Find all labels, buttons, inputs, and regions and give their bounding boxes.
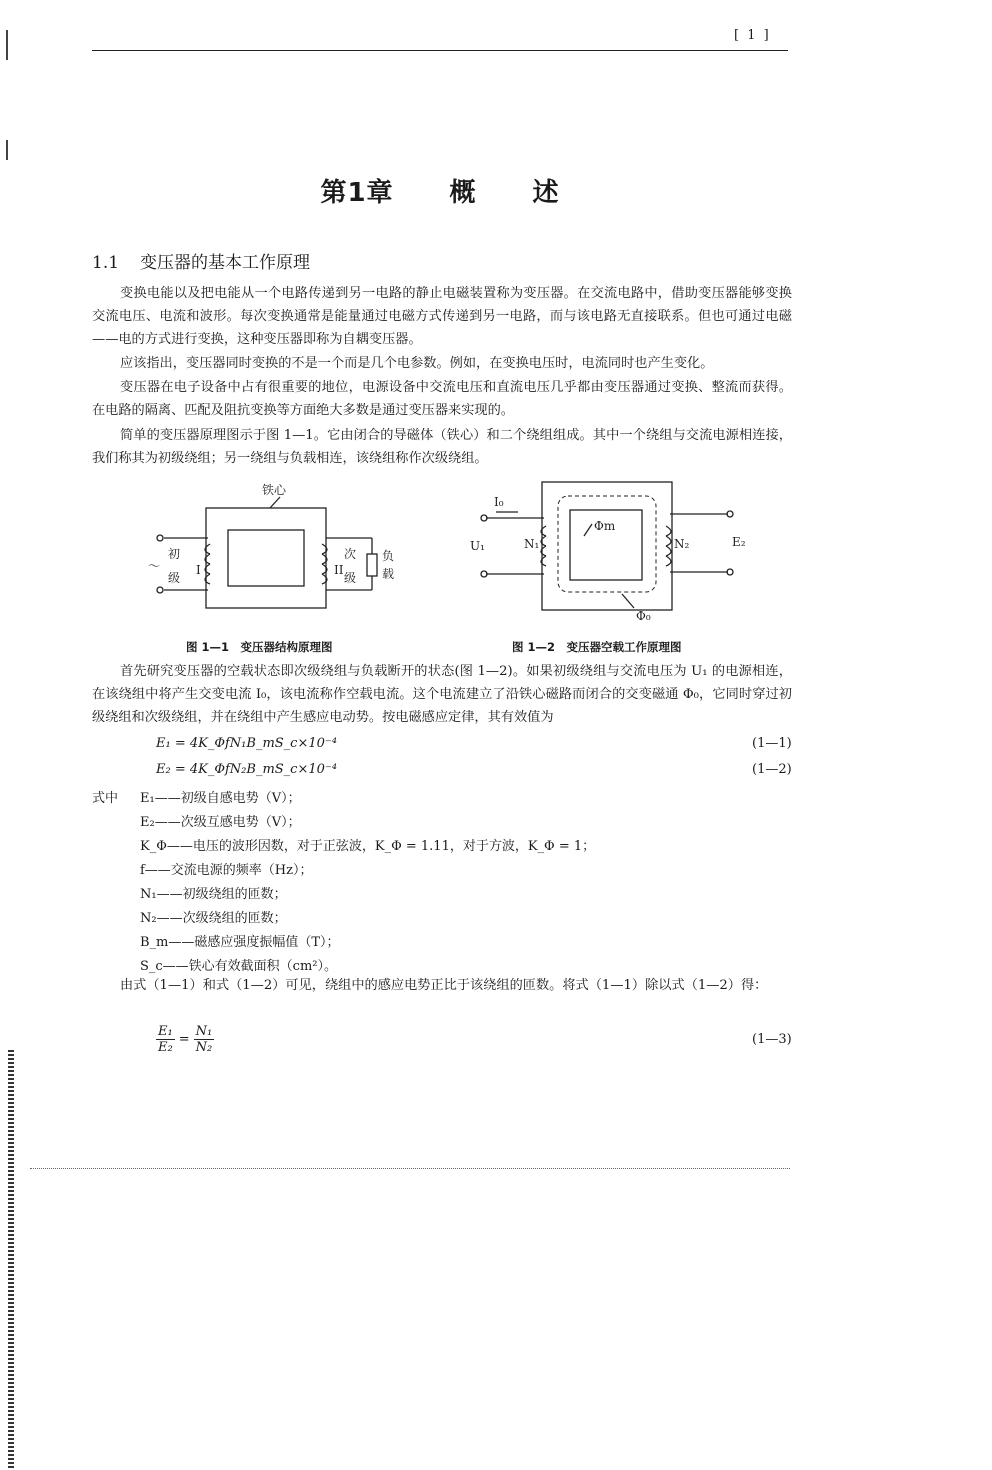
secondary-coil [666,526,671,566]
definition: K_Φ——电压的波形因数，对于正弦波，K_Φ = 1.11，对于方波，K_Φ = 1； [140,839,596,854]
paragraph: 首先研究变压器的空载状态即次级绕组与负载断开的状态(图 1—2)。如果初级绕组与交流电压为 U₁ 的电源相连，在该绕组中将产生交变电流 I₀，该电流称作空载电流。这个电流建立了沿铁心磁路而闭合的交变磁通 Φ₀，它同时穿过初级绕组和次级绕组，并在绕组中产生感应电动势。按电磁感应定律，其有效值为 [92,664,792,725]
definition: N₂——次级绕组的匝数； [140,911,287,926]
ratio-equation: $\frac{\text{E₁}}{\text{E₂}}$ = $\frac{\text{N₁}}{\text{N₂}}$ [158,1024,213,1055]
core-label: 铁心 [262,483,287,497]
equation-number: (1—2) [752,762,792,777]
winding-label: II [334,563,344,577]
definition: S_c——铁心有效截面积（cm²）。 [140,959,338,974]
where-label: 式中 [92,791,119,806]
voltage-label: U₁ [470,539,485,553]
flux-label: Φ₀ [636,609,651,623]
core-outer [206,508,326,608]
load-resistor [367,554,377,576]
header-rule [92,50,788,51]
source-symbol: ～ [148,559,161,573]
scan-edge-mark [6,30,8,60]
figure-transformer-structure [140,478,420,628]
equation: E₁ = 4K_ΦfN₁B_mS_c×10⁻⁴ [156,736,337,751]
scan-bottom-rule [30,1168,790,1170]
turns-label: N₂ [674,537,690,551]
page-number: [ 1 ] [734,28,771,43]
scan-edge-mark [8,1050,14,1470]
paragraph: 简单的变压器原理图示于图 1—1。它由闭合的导磁体（铁心）和二个绕组组成。其中一个绕组与交流电源相连接，我们称其为初级绕组；另一绕组与负载相连，该绕组称作次级绕组。 [92,428,792,466]
primary-label: 初 [168,547,181,561]
figure-caption: 图 1—1 变压器结构原理图 [186,640,333,654]
paragraph: 应该指出，变压器同时变换的不是一个而是几个电参数。例如，在变换电压时，电流同时也产生变化。 [120,356,714,371]
definition: E₁——初级自感电势（V）； [140,791,301,806]
definition: N₁——初级绕组的匝数； [140,887,287,902]
figure-caption: 图 1—2 变压器空载工作原理图 [512,640,682,654]
definition: E₂——次级互感电势（V）； [140,815,301,830]
definition: B_m——磁感应强度振幅值（T）； [140,935,340,950]
equation-number: (1—3) [752,1032,792,1047]
section-heading: 1.1 变压器的基本工作原理 [92,253,310,273]
equation: E₂ = 4K_ΦfN₂B_mS_c×10⁻⁴ [156,762,337,777]
equation-number: (1—1) [752,736,792,751]
chapter-title: 第1章 概 述 [320,178,560,208]
turns-label: N₁ [524,537,540,551]
current-label: I₀ [494,495,504,509]
figure-no-load-principle [466,476,746,626]
emf-label: E₂ [732,535,746,549]
paragraph: 由式（1—1）和式（1—2）可见，绕组中的感应电势正比于该绕组的匝数。将式（1—1）除以式（1—2）得： [120,978,768,993]
secondary-label: 次 [344,547,357,561]
secondary-label: 级 [344,571,357,585]
winding-label: I [196,563,201,577]
flux-label: Φm [594,519,616,533]
paragraph: 变换电能以及把电能从一个电路传递到另一电路的静止电磁装置称为变压器。在交流电路中，借助变压器能够变换交流电压、电流和波形。每次变换通常是能量通过电磁方式传递到另一电路，而与该电路无直接联系。但也可通过电磁——电的方式进行变换，这种变压器即称为自耦变压器。 [92,286,792,347]
paragraph: 变压器在电子设备中占有很重要的地位，电源设备中交流电压和直流电压几乎都由变压器通过变换、整流而获得。在电路的隔离、匹配及阻抗变换等方面绝大多数是通过变压器来实现的。 [92,380,792,418]
primary-label: 级 [168,571,181,585]
core-window [228,530,304,586]
definition: f——交流电源的频率（Hz）； [140,863,313,878]
core-outer [542,482,672,610]
load-label: 负 [382,549,395,563]
load-label: 载 [382,567,395,581]
scan-edge-mark [6,140,8,160]
